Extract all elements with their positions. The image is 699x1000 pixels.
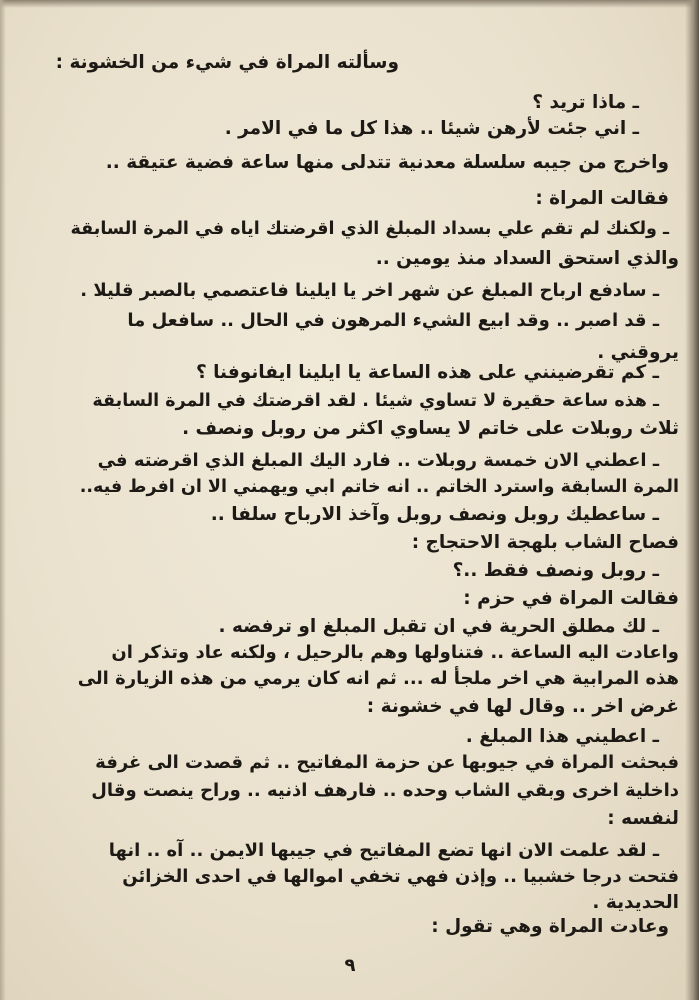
text-line-30: الحديدية . xyxy=(592,892,679,913)
text-line-5: فقالت المراة : xyxy=(535,188,669,209)
text-line-6: ـ ولكنك لم تقم علي بسداد المبلغ الذي اقرضتك اياه في المرة السابقة xyxy=(70,219,669,239)
page-left-shadow xyxy=(0,0,6,1000)
text-line-16: ـ ساعطيك روبل ونصف روبل وآخذ الارباح سلفا .. xyxy=(210,504,659,525)
text-line-31: وعادت المراة وهي تقول : xyxy=(431,916,669,937)
text-line-28: ـ لقد علمت الان انها تضع المفاتيح في جيبها الايمن .. آه .. انها xyxy=(108,840,659,861)
text-line-25: فبحثت المراة في جيوبها عن حزمة المفاتيح .. ثم قصدت الى غرفة xyxy=(95,752,679,773)
text-line-14: ـ اعطني الان خمسة روبلات .. فارد اليك المبلغ الذي اقرضته في xyxy=(97,450,659,471)
text-line-19: فقالت المراة في حزم : xyxy=(463,588,679,609)
text-line-18: ـ روبل ونصف فقط ..؟ xyxy=(452,560,659,581)
text-line-3: ـ اني جئت لأرهن شيئا .. هذا كل ما في الامر . xyxy=(224,118,639,139)
text-line-11: ـ كم تقرضينني على هذه الساعة يا ايلينا ايفانوفنا ؟ xyxy=(195,362,659,383)
text-line-9: ـ قد اصبر .. وقد ابيع الشيء المرهون في الحال .. سافعل ما xyxy=(127,310,659,331)
text-line-4: واخرج من جيبه سلسلة معدنية تتدلى منها ساعة فضية عتيقة .. xyxy=(105,152,669,173)
text-line-10: يروقني . xyxy=(597,342,679,363)
text-line-13: ثلاث روبلات على خاتم لا يساوي اكثر من روبل ونصف . xyxy=(182,418,679,439)
text-line-2: ـ ماذا تريد ؟ xyxy=(532,92,639,113)
text-line-15: المرة السابقة واسترد الخاتم .. انه خاتم ابي ويهمني الا ان افرط فيه.. xyxy=(79,477,679,497)
text-line-20: ـ لك مطلق الحرية في ان تقبل المبلغ او ترفضه . xyxy=(218,616,659,637)
text-line-23: غرض اخر .. وقال لها في خشونة : xyxy=(366,696,679,717)
text-line-27: لنفسه : xyxy=(607,808,679,829)
text-line-7: والذي استحق السداد منذ يومين .. xyxy=(375,248,679,269)
text-line-21: واعادت اليه الساعة .. فتناولها وهم بالرحيل ، ولكنه عاد وتذكر ان xyxy=(111,642,679,663)
text-line-26: داخلية اخرى وبقي الشاب وحده .. فارهف اذنيه .. وراح ينصت وقال xyxy=(91,780,679,801)
page-spine-shadow xyxy=(685,0,699,1000)
text-line-8: ـ سادفع ارباح المبلغ عن شهر اخر يا ايلينا فاعتصمي بالصبر قليلا . xyxy=(80,280,659,301)
text-line-12: ـ هذه ساعة حقيرة لا تساوي شيئا . لقد اقرضتك في المرة السابقة xyxy=(92,391,659,411)
text-line-17: فصاح الشاب بلهجة الاحتجاج : xyxy=(411,532,679,553)
text-line-29: فتحت درجا خشبيا .. وإذن فهي تخفي اموالها في احدى الخزائن xyxy=(122,866,679,887)
text-line-1: وسألته المراة في شيء من الخشونة : xyxy=(55,52,399,73)
page-top-shadow xyxy=(0,0,699,8)
text-line-22: هذه المرابية هي اخر ملجأ له ... ثم انه كان يرمي من هذه الزيارة الى xyxy=(77,668,679,689)
text-line-24: ـ اعطيني هذا المبلغ . xyxy=(465,726,659,747)
page-number: ٩ xyxy=(344,955,356,976)
